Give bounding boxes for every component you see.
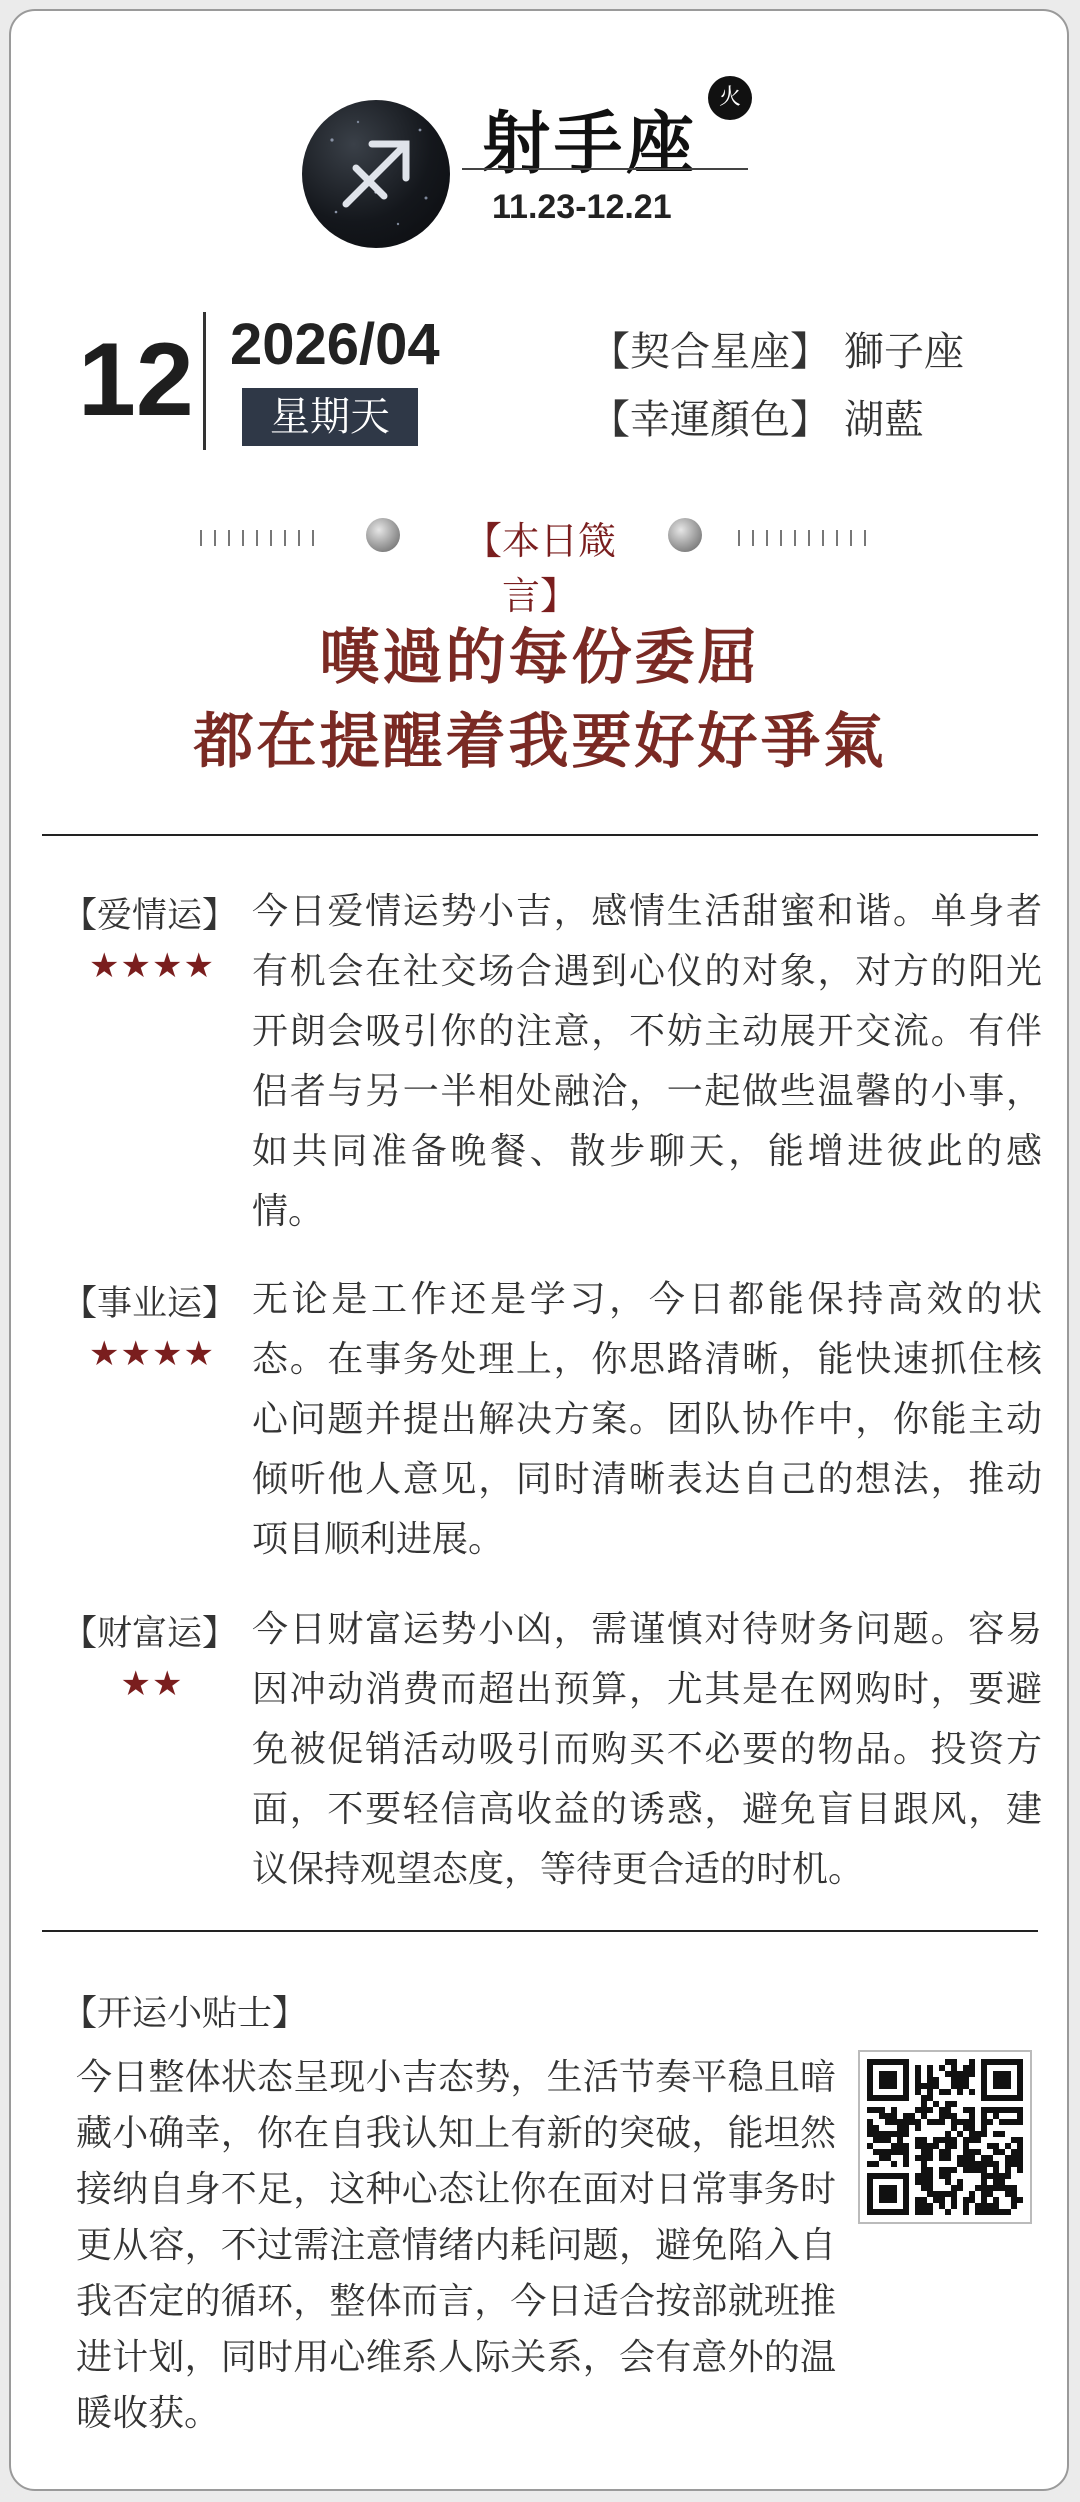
tick-decoration-right [738, 530, 866, 546]
lucky-tips-title: 【开运小贴士】 [62, 1994, 308, 2034]
career-fortune-label: 【事业运】 [62, 1284, 238, 1324]
tick-decoration-left [200, 530, 314, 546]
lucky-color-label: 【幸運顏色】 [590, 397, 830, 443]
moon-icon [668, 518, 702, 552]
lucky-tips-text: 今日整体状态呈现小吉态势，生活节奏平稳且暗藏小确幸，你在自我认知上有新的突破，能坦然接纳自身不足，这种心态让你在面对日常事务时更从容，不过需注意情绪内耗问题，避免陷入自我否定的循环，整体而言，今日适合按部就班推进计划，同时用心维系人际关系，会有意外的温暖收获。 [76, 2057, 836, 2434]
love-fortune-text: 今日爱情运势小吉，感情生活甜蜜和谐。单身者有机会在社交场合遇到心仪的对象，对方的阳光开朗会吸引你的注意，不妨主动展开交流。有伴侣者与另一半相处融洽，一起做些温馨的小事，如共同准备晚餐、散步聊天，能增进彼此的感情。 [252, 891, 1042, 1232]
lucky-color-value: 湖藍 [844, 397, 924, 443]
career-fortune-stars: ★★★★ [89, 1334, 215, 1374]
love-fortune-label: 【爱情运】 [62, 896, 238, 936]
wealth-fortune-label: 【财富运】 [62, 1614, 238, 1654]
motto-line-1: 嘆過的每份委屈 [319, 623, 761, 693]
qr-code-icon [867, 2059, 1023, 2215]
section-divider [42, 834, 1038, 836]
sign-name: 射手座 [482, 105, 699, 184]
section-divider [42, 1930, 1038, 1932]
sign-underline [462, 168, 748, 170]
motto-label: 【本日箴言】 [463, 519, 616, 618]
element-badge: 火 [708, 76, 752, 120]
match-sign-label: 【契合星座】 [590, 329, 830, 375]
career-fortune-text: 无论是工作还是学习，今日都能保持高效的状态。在事务处理上，你思路清晰，能快速抓住核心问题并提出解决方案。团队协作中，你能主动倾听他人意见，同时清晰表达自己的想法，推动项目顺利进展。 [252, 1279, 1042, 1560]
sign-date-range: 11.23-12.21 [492, 188, 672, 226]
wealth-fortune-text: 今日财富运势小凶，需谨慎对待财务问题。容易因冲动消费而超出预算，尤其是在网购时，要避免被促销活动吸引而购买不必要的物品。投资方面，不要轻信高收益的诱惑，避免盲目跟风，建议保持观望态度，等待更合适的时机。 [252, 1609, 1042, 1890]
year-month: 2026/04 [230, 312, 440, 377]
weekday-badge: 星期天 [242, 388, 418, 446]
date-divider [203, 312, 206, 450]
match-sign-value: 獅子座 [844, 329, 964, 375]
match-sign-row [590, 320, 964, 377]
wealth-fortune-stars: ★★ [120, 1664, 184, 1704]
sagittarius-arrow-icon [302, 100, 450, 248]
love-fortune-stars: ★★★★ [89, 946, 215, 986]
lucky-color-row [590, 388, 924, 445]
moon-icon [366, 518, 400, 552]
day-number: 12 [78, 322, 194, 438]
sagittarius-emblem [302, 100, 450, 248]
motto-line-2: 都在提醒着我要好好爭氣 [193, 707, 887, 777]
qr-code[interactable] [858, 2050, 1032, 2224]
